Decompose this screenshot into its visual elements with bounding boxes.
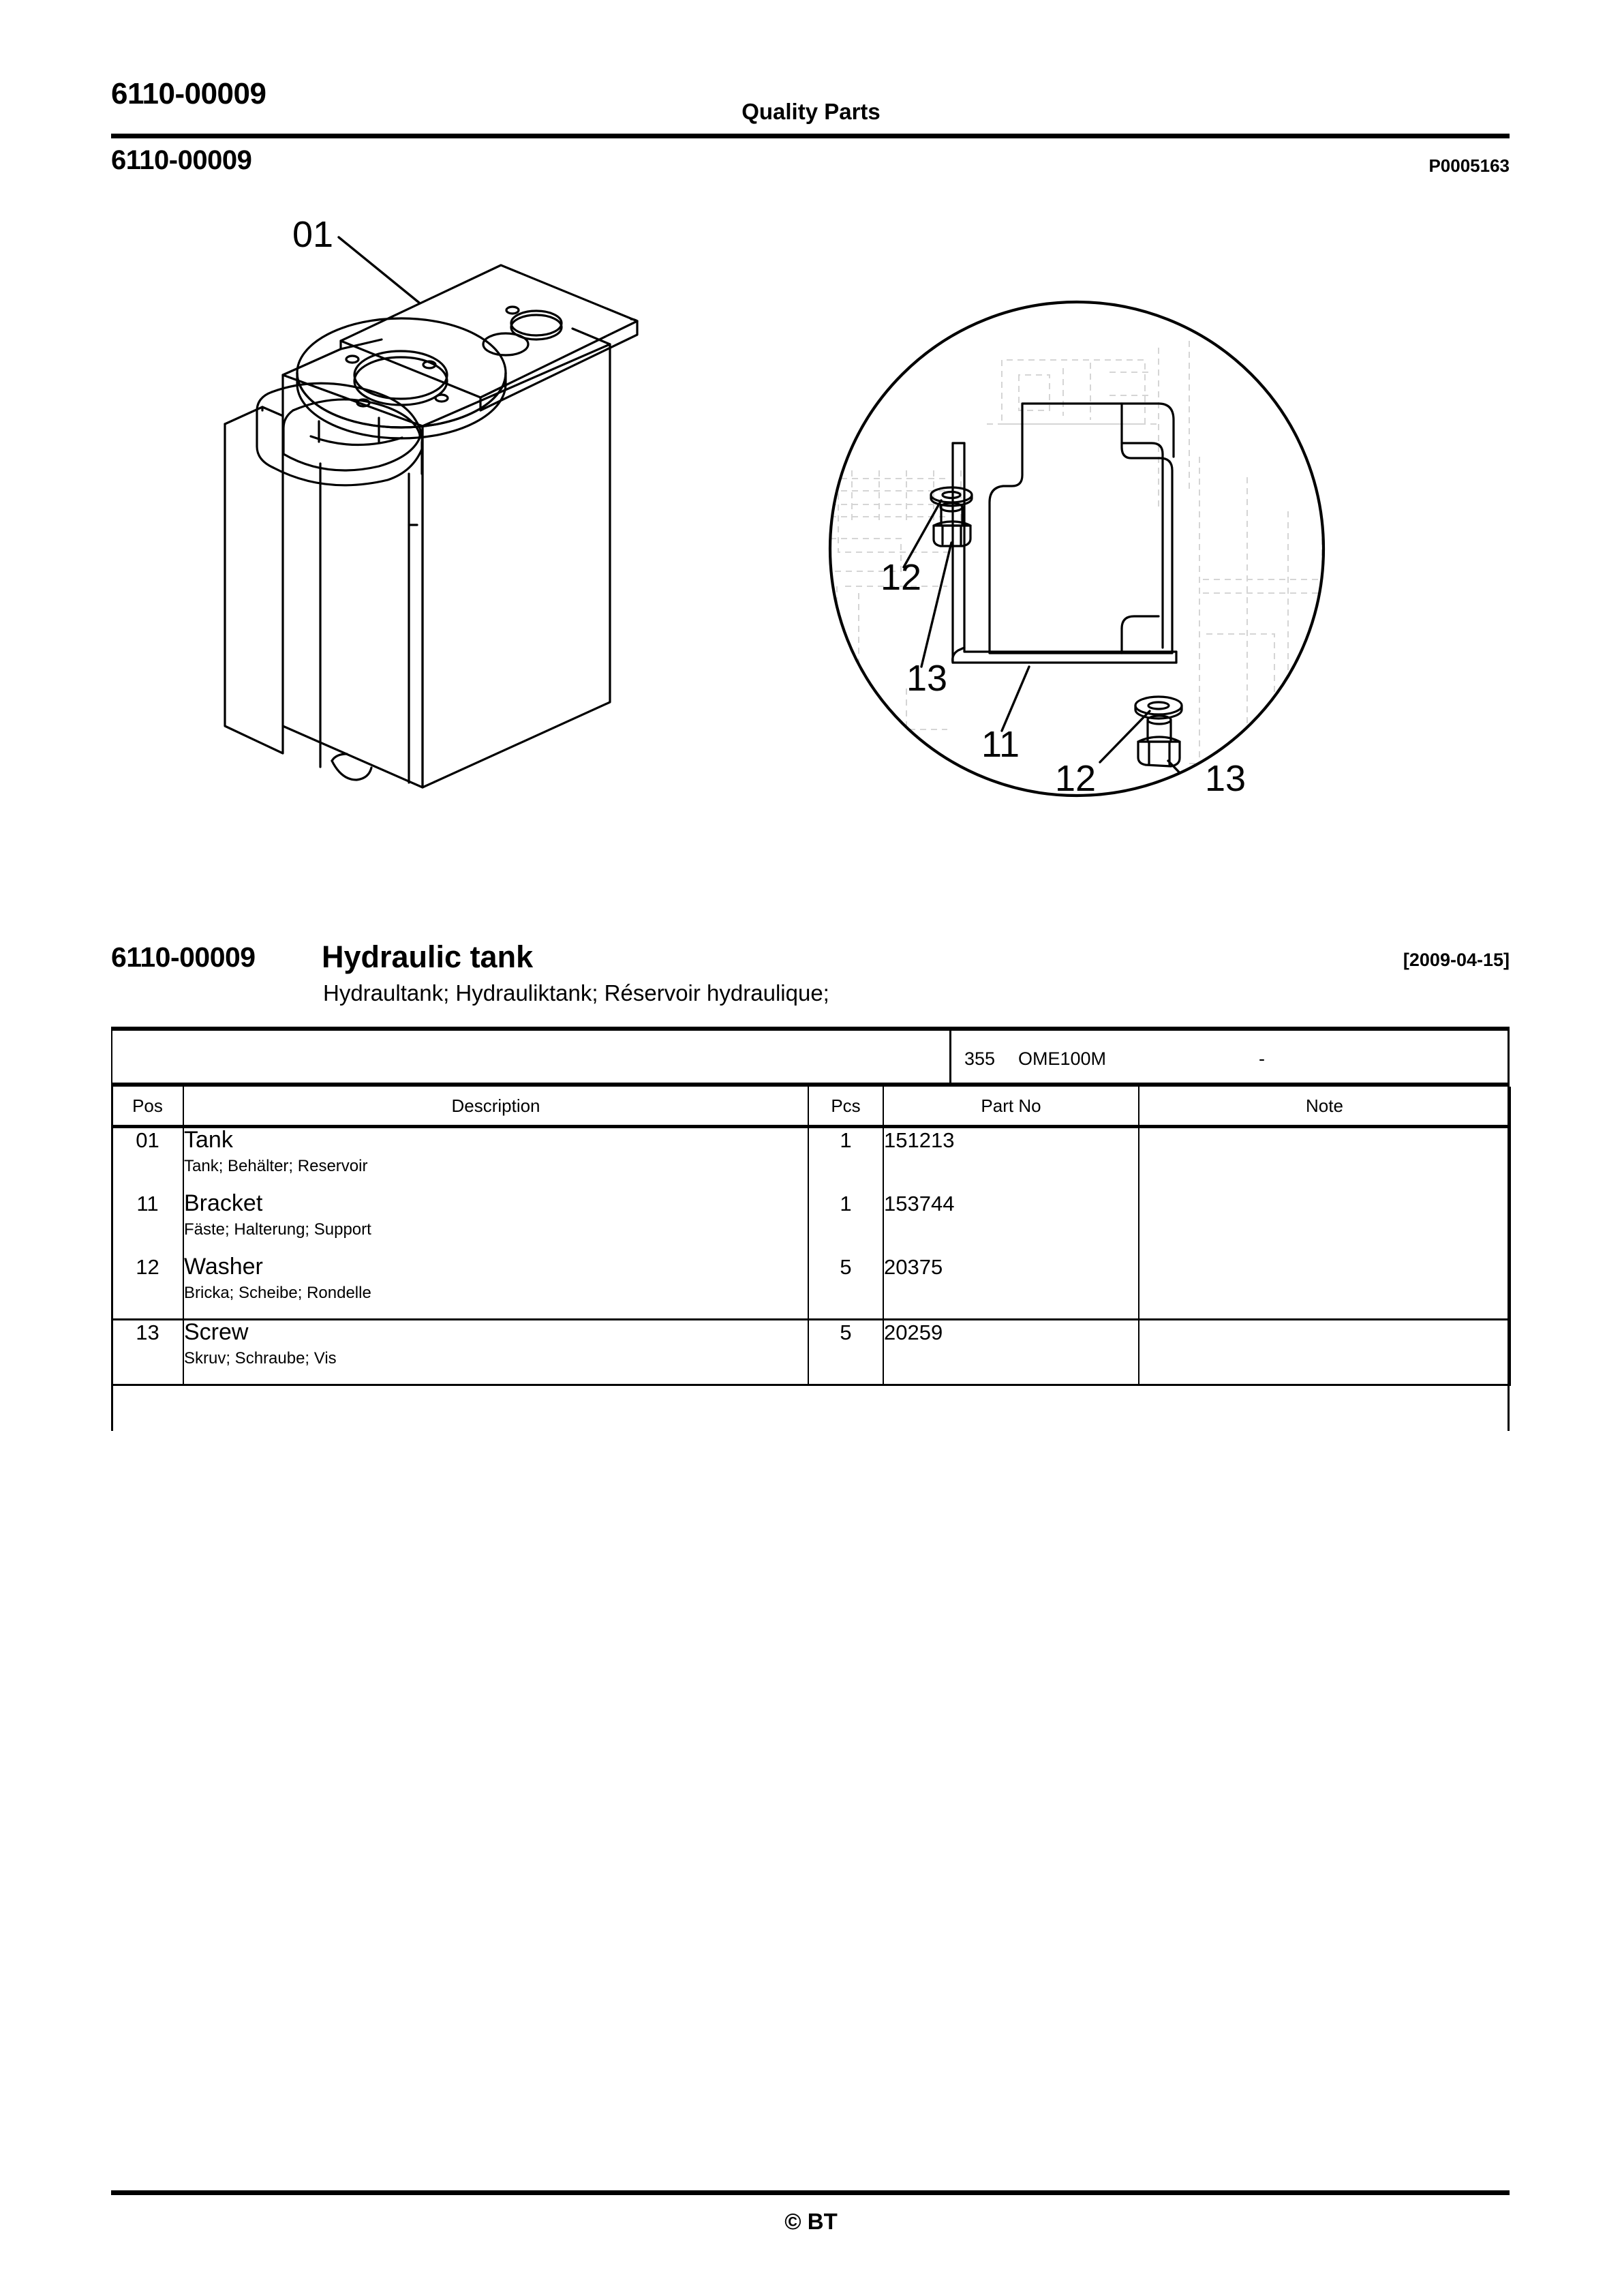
callout-12-upper-label: 12: [881, 557, 922, 598]
table-left-border: [111, 1087, 113, 1431]
technical-drawing: [0, 170, 1622, 941]
cell-description: [183, 1255, 808, 1320]
table-row[interactable]: [112, 1127, 1510, 1192]
column-header-part-no: Part No: [883, 1087, 1139, 1127]
cell-part-no: 20375: [883, 1255, 1139, 1320]
description-alt: Bricka; Scheibe; Rondelle: [184, 1284, 371, 1302]
cell-pos: 12: [112, 1255, 183, 1320]
table-row[interactable]: [112, 1255, 1510, 1320]
description-main: Bracket: [184, 1190, 263, 1216]
cell-pos: 13: [112, 1320, 183, 1385]
cell-description: [183, 1320, 808, 1385]
description-main: Screw: [184, 1319, 249, 1345]
cell-note: [1139, 1192, 1510, 1255]
description-alt: Skruv; Schraube; Vis: [184, 1349, 337, 1368]
cell-description: [183, 1127, 808, 1192]
parts-table-container: [111, 1027, 1510, 1386]
callout-13-lower-label: 13: [1205, 758, 1246, 799]
table-header-row: [112, 1087, 1510, 1127]
model-dash: -: [1259, 1048, 1265, 1069]
table-row[interactable]: [112, 1192, 1510, 1255]
model-name: OME100M: [1018, 1048, 1107, 1069]
model-header-row: [111, 1027, 1510, 1087]
header-rule: [111, 134, 1510, 138]
header-doc-number: 6110-00009: [111, 77, 266, 110]
bracket-item-11: [953, 443, 1176, 663]
description-alt: Fäste; Halterung; Support: [184, 1220, 371, 1239]
detail-circle-outline: [830, 302, 1323, 796]
cell-note: [1139, 1127, 1510, 1192]
tank-isometric-drawing: [225, 214, 637, 787]
callout-12-lower-label: 12: [1055, 758, 1097, 799]
section-number: 6110-00009: [111, 941, 256, 973]
screw-lower-item-13: [1138, 716, 1180, 766]
cell-description: [183, 1192, 808, 1255]
figure-code: P0005163: [1428, 155, 1510, 176]
cell-note: [1139, 1320, 1510, 1385]
model-row-divider: [949, 1031, 951, 1083]
callout-13-upper-label: 13: [906, 658, 948, 699]
callout-01-label: 01: [292, 214, 334, 255]
cell-pcs: 1: [808, 1192, 883, 1255]
column-header-pcs: Pcs: [808, 1087, 883, 1127]
tank-profile-section: [990, 404, 1174, 653]
section-subtitle: Hydraultank; Hydrauliktank; Réservoir hydraulique;: [323, 980, 829, 1006]
section-number-top: 6110-00009: [111, 145, 252, 175]
table-right-border: [1508, 1087, 1510, 1431]
page-title: Hydraulic tank: [322, 939, 534, 974]
detail-circle-view: [830, 302, 1336, 825]
section-date: [2009-04-15]: [1403, 950, 1510, 970]
cell-pcs: 5: [808, 1320, 883, 1385]
parts-table: [111, 1087, 1511, 1386]
column-header-note: Note: [1139, 1087, 1510, 1127]
model-code: 355: [964, 1048, 996, 1069]
cell-note: [1139, 1255, 1510, 1320]
table-row[interactable]: [112, 1320, 1510, 1385]
description-alt: Tank; Behälter; Reservoir: [184, 1157, 368, 1175]
cell-pos: 01: [112, 1127, 183, 1192]
column-header-pos: Pos: [112, 1087, 183, 1127]
cell-pcs: 5: [808, 1255, 883, 1320]
footer-rule: [111, 2190, 1510, 2195]
cell-pos: 11: [112, 1192, 183, 1255]
cell-part-no: 153744: [883, 1192, 1139, 1255]
footer-copyright: © BT: [784, 2209, 838, 2234]
description-main: Washer: [184, 1254, 263, 1280]
cell-part-no: 151213: [883, 1127, 1139, 1192]
header-title: Quality Parts: [741, 99, 881, 124]
column-header-description: Description: [183, 1087, 808, 1127]
cell-pcs: 1: [808, 1127, 883, 1192]
callout-11-label: 11: [981, 724, 1020, 765]
description-main: Tank: [184, 1127, 233, 1153]
cell-part-no: 20259: [883, 1320, 1139, 1385]
